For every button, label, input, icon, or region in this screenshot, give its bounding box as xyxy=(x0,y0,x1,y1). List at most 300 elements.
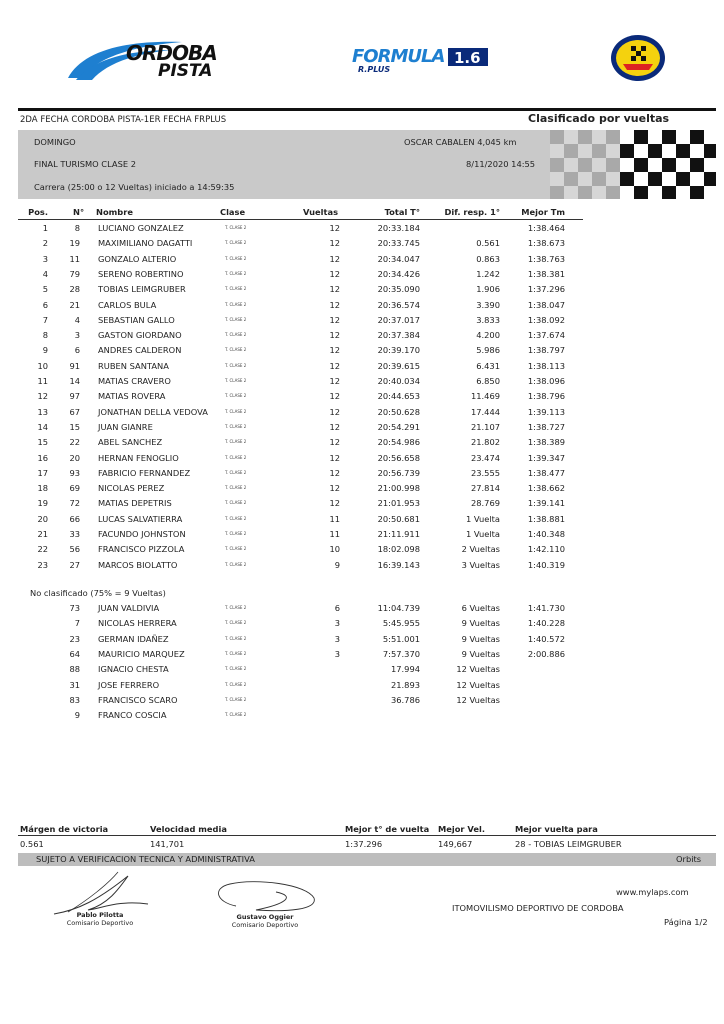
row-num: 66 xyxy=(69,513,80,524)
row-num: 22 xyxy=(69,437,80,448)
session-day: DOMINGO xyxy=(34,137,76,147)
row-laps: 12 xyxy=(329,483,340,494)
row-total: 20:44.653 xyxy=(377,391,420,402)
row-pos: 14 xyxy=(37,421,48,432)
table-row xyxy=(18,526,618,541)
event-title: 2DA FECHA CORDOBA PISTA-1ER FECHA FRPLUS xyxy=(20,115,227,125)
table-row xyxy=(18,404,618,419)
row-best: 1:38.464 xyxy=(527,223,565,233)
row-gap: 9 Vueltas xyxy=(461,648,500,659)
row-name: MARCOS BIOLATTO xyxy=(98,559,178,570)
table-row xyxy=(18,358,618,373)
row-num: 21 xyxy=(69,299,80,310)
row-gap: 5.986 xyxy=(476,345,500,356)
row-num: 7 xyxy=(74,618,80,629)
row-best: 1:38.662 xyxy=(527,483,565,494)
row-total: 20:50.628 xyxy=(377,406,420,417)
row-pos: 8 xyxy=(42,330,48,341)
row-pos: 17 xyxy=(37,467,48,478)
page-number: Página 1/2 xyxy=(664,917,708,927)
row-class: T. CLASE 2 xyxy=(225,439,247,445)
row-class: T. CLASE 2 xyxy=(225,286,247,292)
row-class: T. CLASE 2 xyxy=(225,423,247,429)
row-name: MATIAS ROVERA xyxy=(98,391,166,402)
row-num: 20 xyxy=(69,452,80,463)
row-class: T. CLASE 2 xyxy=(225,696,247,702)
row-laps: 11 xyxy=(329,529,340,539)
session-header xyxy=(18,130,716,199)
row-best: 1:39.347 xyxy=(527,452,565,463)
best-lap-value: 1:37.296 xyxy=(345,839,383,849)
row-class: T. CLASE 2 xyxy=(225,240,247,246)
svg-text:FORMULA: FORMULA xyxy=(352,46,445,67)
row-class: T. CLASE 2 xyxy=(225,531,247,536)
row-total: 21.893 xyxy=(390,679,420,690)
row-num: 15 xyxy=(69,421,80,432)
row-total: 18:02.098 xyxy=(377,544,420,555)
row-name: GERMAN IDAÑEZ xyxy=(98,633,169,644)
row-class: T. CLASE 2 xyxy=(225,620,247,626)
formula-1-6-logo xyxy=(352,44,492,74)
row-total: 20:33.745 xyxy=(377,238,420,249)
table-row xyxy=(18,342,618,357)
row-num: 88 xyxy=(69,664,80,675)
row-class: T. CLASE 2 xyxy=(225,469,247,475)
row-gap: 0.561 xyxy=(476,238,500,249)
row-num: 79 xyxy=(69,268,80,279)
row-num: 14 xyxy=(69,376,80,386)
row-total: 20:37.017 xyxy=(377,314,420,325)
row-class: T. CLASE 2 xyxy=(225,332,247,338)
col-total: Total T° xyxy=(384,207,420,217)
row-laps: 12 xyxy=(329,284,340,295)
row-pos: 2 xyxy=(42,238,48,249)
row-gap: 4.200 xyxy=(476,330,500,341)
row-best: 1:41.730 xyxy=(527,603,565,613)
row-name: MAURICIO MARQUEZ xyxy=(98,648,185,659)
col-pos: Pos. xyxy=(28,207,48,217)
top-rule xyxy=(18,108,716,111)
session-name: FINAL TURISMO CLASE 2 xyxy=(34,159,137,169)
table-row xyxy=(18,388,618,403)
row-best: 1:38.092 xyxy=(527,314,565,325)
row-laps: 12 xyxy=(329,467,340,478)
table-row xyxy=(18,251,618,266)
row-laps: 12 xyxy=(329,314,340,325)
row-laps: 12 xyxy=(329,406,340,417)
row-name: JONATHAN DELLA VEDOVA xyxy=(98,406,208,417)
row-laps: 12 xyxy=(329,253,340,264)
row-class: T. CLASE 2 xyxy=(225,301,247,307)
table-row xyxy=(18,266,618,281)
row-laps: 12 xyxy=(329,360,340,371)
checkered-flag xyxy=(550,130,716,199)
table-row xyxy=(18,677,618,692)
row-num: 69 xyxy=(69,483,80,494)
row-laps: 12 xyxy=(329,421,340,432)
svg-text:1.6: 1.6 xyxy=(454,49,481,67)
svg-text:ORDOBA: ORDOBA xyxy=(126,41,217,65)
row-total: 20:39.170 xyxy=(377,345,420,356)
row-best: 1:38.673 xyxy=(527,238,565,249)
row-laps: 3 xyxy=(334,633,340,644)
verification-notice: SUJETO A VERIFICACION TECNICA Y ADMINISTRATIVA xyxy=(36,854,255,864)
row-total: 5:45.955 xyxy=(382,618,420,629)
row-total: 21:11.911 xyxy=(377,529,420,539)
table-row xyxy=(18,646,618,661)
row-num: 19 xyxy=(69,238,80,249)
row-name: JOSE FERRERO xyxy=(98,679,160,690)
row-pos: 9 xyxy=(42,345,48,356)
row-gap: 1 Vuelta xyxy=(465,513,500,524)
margin-value: 0.561 xyxy=(20,839,44,849)
row-name: MAXIMILIANO DAGATTI xyxy=(98,238,193,249)
row-name: LUCAS SALVATIERRA xyxy=(98,513,183,524)
best-lap-by-value: 28 - TOBIAS LEIMGRUBER xyxy=(515,839,622,849)
row-gap: 23.555 xyxy=(470,467,500,478)
summary-rule xyxy=(18,835,716,836)
row-best: 1:37.296 xyxy=(527,284,565,295)
row-name: JUAN GIANRE xyxy=(98,421,153,432)
table-row xyxy=(18,465,618,480)
best-speed-value: 149,667 xyxy=(438,839,473,849)
row-name: JUAN VALDIVIA xyxy=(98,603,160,613)
row-name: TOBIAS LEIMGRUBER xyxy=(98,284,186,295)
row-laps: 12 xyxy=(329,223,340,233)
row-gap: 1 Vuelta xyxy=(465,529,500,539)
row-laps: 12 xyxy=(329,299,340,310)
table-row xyxy=(18,373,618,388)
col-num: N° xyxy=(73,207,85,217)
row-num: 67 xyxy=(69,406,80,417)
row-num: 83 xyxy=(69,694,80,705)
row-name: SERENO ROBERTINO xyxy=(98,268,184,279)
row-class: T. CLASE 2 xyxy=(225,681,247,687)
row-class: T. CLASE 2 xyxy=(225,378,247,383)
row-total: 5:51.001 xyxy=(382,633,420,644)
row-name: NICOLAS HERRERA xyxy=(98,618,177,629)
table-row xyxy=(18,297,618,312)
table-row xyxy=(18,419,618,434)
table-row xyxy=(18,615,618,630)
cordoba-pista-logo xyxy=(62,38,242,84)
row-best: 1:38.047 xyxy=(527,299,565,310)
row-num: 23 xyxy=(69,633,80,644)
row-name: ANDRES CALDERON xyxy=(98,345,182,356)
row-total: 21:00.998 xyxy=(377,483,420,494)
row-num: 33 xyxy=(69,529,80,539)
col-best: Mejor Tm xyxy=(521,207,565,217)
table-row xyxy=(18,281,618,296)
row-name: IGNACIO CHESTA xyxy=(98,664,169,675)
row-gap: 1.242 xyxy=(476,268,500,279)
row-gap: 3.390 xyxy=(476,299,500,310)
row-class: T. CLASE 2 xyxy=(225,635,247,641)
row-best: 1:38.797 xyxy=(527,345,565,356)
row-gap: 3.833 xyxy=(476,314,500,325)
row-pos: 20 xyxy=(37,513,48,524)
session-datetime: 8/11/2020 14:55 xyxy=(466,159,536,169)
row-total: 20:54.986 xyxy=(377,437,420,448)
row-total: 20:35.090 xyxy=(377,284,420,295)
signature-2-role: Comisario Deportivo xyxy=(231,921,299,929)
row-pos: 19 xyxy=(37,498,48,509)
circuit: OSCAR CABALEN 4,045 km xyxy=(404,137,517,147)
row-best: 1:38.727 xyxy=(527,421,565,432)
row-laps: 12 xyxy=(329,498,340,509)
row-class: T. CLASE 2 xyxy=(225,408,247,414)
row-class: T. CLASE 2 xyxy=(225,650,247,656)
row-laps: 3 xyxy=(334,648,340,659)
race-info: Carrera (25:00 o 12 Vueltas) iniciado a 14:59:35 xyxy=(34,182,235,192)
row-total: 16:39.143 xyxy=(377,559,420,570)
row-pos: 23 xyxy=(37,559,48,570)
row-laps: 6 xyxy=(334,603,340,613)
row-gap: 6.431 xyxy=(476,360,500,371)
organizer: ITOMOVILISMO DEPORTIVO DE CORDOBA xyxy=(452,903,624,913)
signature-2-name: Gustavo Oggier xyxy=(236,913,294,921)
table-row xyxy=(18,661,618,676)
row-name: HERNAN FENOGLIO xyxy=(98,452,179,463)
row-class: T. CLASE 2 xyxy=(225,362,247,368)
row-num: 28 xyxy=(69,284,80,295)
row-gap: 28.769 xyxy=(470,498,500,509)
table-row xyxy=(18,511,618,526)
row-pos: 7 xyxy=(42,314,48,325)
row-name: FRANCISCO SCARO xyxy=(98,694,178,705)
row-best: 1:37.674 xyxy=(527,330,565,341)
row-gap: 12 Vueltas xyxy=(456,679,500,690)
row-gap: 21.107 xyxy=(470,421,500,432)
row-num: 97 xyxy=(69,391,80,402)
row-name: LUCIANO GONZALEZ xyxy=(98,223,184,233)
row-gap: 2 Vueltas xyxy=(461,544,500,555)
mylaps-url[interactable]: www.mylaps.com xyxy=(616,887,689,897)
row-total: 7:57.370 xyxy=(382,648,420,659)
row-num: 9 xyxy=(74,710,80,721)
row-num: 8 xyxy=(74,223,80,233)
row-name: MATIAS DEPETRIS xyxy=(98,498,172,509)
row-laps: 3 xyxy=(334,618,340,629)
row-pos: 3 xyxy=(42,253,48,264)
table-row xyxy=(18,220,618,235)
row-pos: 11 xyxy=(37,376,48,386)
row-best: 1:38.763 xyxy=(527,253,565,264)
classification-type: Clasificado por vueltas xyxy=(528,112,670,125)
row-pos: 12 xyxy=(37,391,48,402)
table-row xyxy=(18,631,618,646)
row-gap: 6 Vueltas xyxy=(461,603,500,613)
row-name: MATIAS CRAVERO xyxy=(98,376,171,386)
row-laps: 12 xyxy=(329,330,340,341)
row-class: T. CLASE 2 xyxy=(225,225,247,230)
row-class: T. CLASE 2 xyxy=(225,515,247,521)
row-gap: 11.469 xyxy=(470,391,500,402)
row-num: 4 xyxy=(74,314,80,325)
margin-label: Márgen de victoria xyxy=(20,824,109,834)
row-laps: 12 xyxy=(329,268,340,279)
row-total: 20:34.047 xyxy=(377,253,420,264)
row-pos: 18 xyxy=(37,483,48,494)
row-name: CARLOS BULA xyxy=(98,299,157,310)
row-best: 1:38.796 xyxy=(527,391,565,402)
signature-1-name: Pablo Pilotta xyxy=(76,911,124,919)
row-num: 93 xyxy=(69,467,80,478)
row-name: GONZALO ALTERIO xyxy=(98,253,177,264)
row-pos: 1 xyxy=(42,223,48,233)
row-total: 20:36.574 xyxy=(377,299,420,310)
row-gap: 6.850 xyxy=(476,376,500,386)
speed-value: 141,701 xyxy=(150,839,185,849)
row-best: 1:40.319 xyxy=(527,559,565,570)
table-row xyxy=(18,692,618,707)
row-laps: 12 xyxy=(329,238,340,249)
row-pos: 22 xyxy=(37,544,48,555)
row-total: 11:04.739 xyxy=(377,603,420,613)
row-gap: 1.906 xyxy=(476,284,500,295)
signature-1-role: Comisario Deportivo xyxy=(66,919,134,927)
row-gap: 9 Vueltas xyxy=(461,618,500,629)
row-best: 1:39.113 xyxy=(527,406,565,417)
row-total: 20:33.184 xyxy=(377,223,420,233)
row-class: T. CLASE 2 xyxy=(225,666,247,672)
row-total: 20:34.426 xyxy=(377,268,420,279)
row-gap: 21.802 xyxy=(470,437,500,448)
row-num: 73 xyxy=(69,603,80,613)
club-seal-logo xyxy=(609,34,667,82)
best-speed-label: Mejor Vel. xyxy=(438,824,485,834)
best-lap-label: Mejor t° de vuelta xyxy=(345,824,430,834)
row-best: 1:38.113 xyxy=(527,360,565,371)
row-total: 21:01.953 xyxy=(377,498,420,509)
table-row xyxy=(18,312,618,327)
row-total: 20:40.034 xyxy=(377,376,420,386)
row-total: 20:54.291 xyxy=(377,421,420,432)
row-total: 36.786 xyxy=(390,694,420,705)
table-row xyxy=(18,235,618,250)
row-gap: 23.474 xyxy=(470,452,500,463)
col-name: Nombre xyxy=(96,207,133,217)
row-class: T. CLASE 2 xyxy=(225,255,247,261)
verification-band xyxy=(18,853,716,866)
svg-text:PISTA: PISTA xyxy=(158,61,213,81)
row-class: T. CLASE 2 xyxy=(225,712,247,718)
row-gap: 9 Vueltas xyxy=(461,633,500,644)
col-laps: Vueltas xyxy=(303,207,339,217)
col-gap: Dif. resp. 1° xyxy=(444,207,500,217)
table-row xyxy=(18,557,618,572)
row-class: T. CLASE 2 xyxy=(225,347,247,353)
row-num: 11 xyxy=(69,253,80,264)
row-name: GASTON GIORDANO xyxy=(98,330,182,341)
row-laps: 12 xyxy=(329,391,340,402)
row-gap: 0.863 xyxy=(476,253,500,264)
row-best: 1:38.477 xyxy=(527,467,565,478)
table-row xyxy=(18,495,618,510)
row-pos: 16 xyxy=(37,452,48,463)
row-class: T. CLASE 2 xyxy=(225,316,247,322)
row-class: T. CLASE 2 xyxy=(225,454,247,460)
row-name: FABRICIO FERNANDEZ xyxy=(98,467,191,478)
row-total: 17.994 xyxy=(390,664,420,675)
row-num: 31 xyxy=(69,679,80,690)
row-gap: 17.444 xyxy=(470,406,500,417)
row-class: T. CLASE 2 xyxy=(225,561,247,567)
table-row xyxy=(18,541,618,556)
row-num: 56 xyxy=(69,544,80,555)
row-total: 20:37.384 xyxy=(377,330,420,341)
row-name: FRANCISCO PIZZOLA xyxy=(98,544,185,555)
best-lap-by-label: Mejor vuelta para xyxy=(515,824,598,834)
table-row xyxy=(18,600,618,615)
row-total: 20:50.681 xyxy=(377,513,420,524)
row-pos: 4 xyxy=(42,268,48,279)
svg-text:R.PLUS: R.PLUS xyxy=(358,65,391,74)
row-num: 72 xyxy=(69,498,80,509)
row-class: T. CLASE 2 xyxy=(225,393,247,399)
row-best: 1:38.096 xyxy=(527,376,565,386)
row-total: 20:56.658 xyxy=(377,452,420,463)
row-best: 1:39.141 xyxy=(527,498,565,509)
table-row xyxy=(18,450,618,465)
row-laps: 12 xyxy=(329,345,340,356)
row-best: 1:42.110 xyxy=(527,544,565,555)
row-best: 1:38.389 xyxy=(527,437,565,448)
row-name: ABEL SANCHEZ xyxy=(98,437,163,448)
row-num: 91 xyxy=(69,360,80,371)
table-row xyxy=(18,480,618,495)
row-total: 20:39.615 xyxy=(377,360,420,371)
row-pos: 15 xyxy=(37,437,48,448)
row-gap: 3 Vueltas xyxy=(461,559,500,570)
row-num: 64 xyxy=(69,648,80,659)
row-num: 6 xyxy=(74,345,80,356)
row-pos: 6 xyxy=(42,299,48,310)
row-best: 1:38.881 xyxy=(527,513,565,524)
not-classified-label: No clasificado (75% = 9 Vueltas) xyxy=(30,588,166,598)
row-laps: 9 xyxy=(334,559,340,570)
row-gap: 12 Vueltas xyxy=(456,664,500,675)
table-row xyxy=(18,434,618,449)
row-name: FACUNDO JOHNSTON xyxy=(98,529,186,539)
row-name: NICOLAS PEREZ xyxy=(98,483,165,494)
row-gap: 27.814 xyxy=(470,483,500,494)
row-name: SEBASTIAN GALLO xyxy=(98,314,175,325)
row-pos: 5 xyxy=(42,284,48,295)
row-name: RUBEN SANTANA xyxy=(98,360,169,371)
row-best: 1:40.228 xyxy=(527,618,565,629)
row-pos: 10 xyxy=(37,360,48,371)
row-laps: 12 xyxy=(329,376,340,386)
row-best: 1:38.381 xyxy=(527,268,565,279)
row-laps: 12 xyxy=(329,437,340,448)
table-row xyxy=(18,707,618,722)
row-gap: 12 Vueltas xyxy=(456,694,500,705)
row-num: 27 xyxy=(69,559,80,570)
row-total: 20:56.739 xyxy=(377,467,420,478)
row-pos: 21 xyxy=(37,529,48,539)
row-class: T. CLASE 2 xyxy=(225,500,247,506)
row-laps: 11 xyxy=(329,513,340,524)
row-class: T. CLASE 2 xyxy=(225,546,247,552)
col-class: Clase xyxy=(220,207,246,217)
table-row xyxy=(18,327,618,342)
orbits-brand: Orbits xyxy=(676,854,702,864)
speed-label: Velocidad media xyxy=(150,824,227,834)
row-best: 1:40.572 xyxy=(527,633,565,644)
row-pos: 13 xyxy=(37,406,48,417)
row-laps: 12 xyxy=(329,452,340,463)
